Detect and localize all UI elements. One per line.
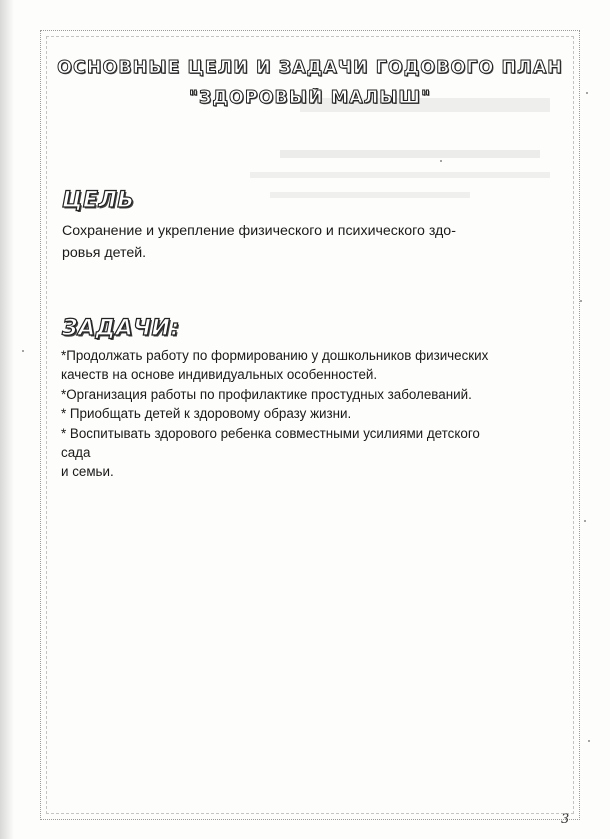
task-line: сада bbox=[61, 445, 91, 460]
task-line: и семьи. bbox=[61, 464, 114, 479]
goal-text-line1: Сохранение и укрепление физического и психического здо- bbox=[62, 223, 456, 239]
document-title-line1: ОСНОВНЫЕ ЦЕЛИ И ЗАДАЧИ ГОДОВОГО ПЛАН bbox=[57, 58, 563, 78]
scan-speck bbox=[580, 300, 582, 302]
goal-heading: ЦЕЛЬ bbox=[62, 188, 135, 213]
task-line: * Приобщать детей к здоровому образу жизни. bbox=[61, 406, 352, 421]
scan-speck bbox=[584, 520, 586, 522]
scan-speck bbox=[22, 350, 24, 352]
tasks-heading: ЗАДАЧИ: bbox=[62, 316, 180, 341]
scan-edge-shadow bbox=[0, 0, 14, 839]
bleed-through-mark bbox=[280, 150, 540, 158]
task-line: *Организация работы по профилактике простудных заболеваний. bbox=[61, 387, 472, 402]
bleed-through-mark bbox=[250, 172, 550, 178]
task-line: *Продолжать работу по формированию у дошкольников физических bbox=[61, 348, 489, 363]
scan-speck bbox=[440, 160, 442, 162]
bleed-through-mark bbox=[270, 192, 470, 198]
goal-text-line2: ровья детей. bbox=[62, 245, 147, 261]
task-line: качеств на основе индивидуальных особенностей. bbox=[61, 367, 378, 382]
page-number: 3 bbox=[561, 812, 570, 827]
scan-speck bbox=[588, 740, 590, 742]
document-title-line2: "ЗДОРОВЫЙ МАЛЫШ" bbox=[188, 88, 432, 108]
task-line: * Воспитывать здорового ребенка совместными усилиями детского bbox=[61, 426, 480, 441]
scan-speck bbox=[586, 92, 588, 94]
